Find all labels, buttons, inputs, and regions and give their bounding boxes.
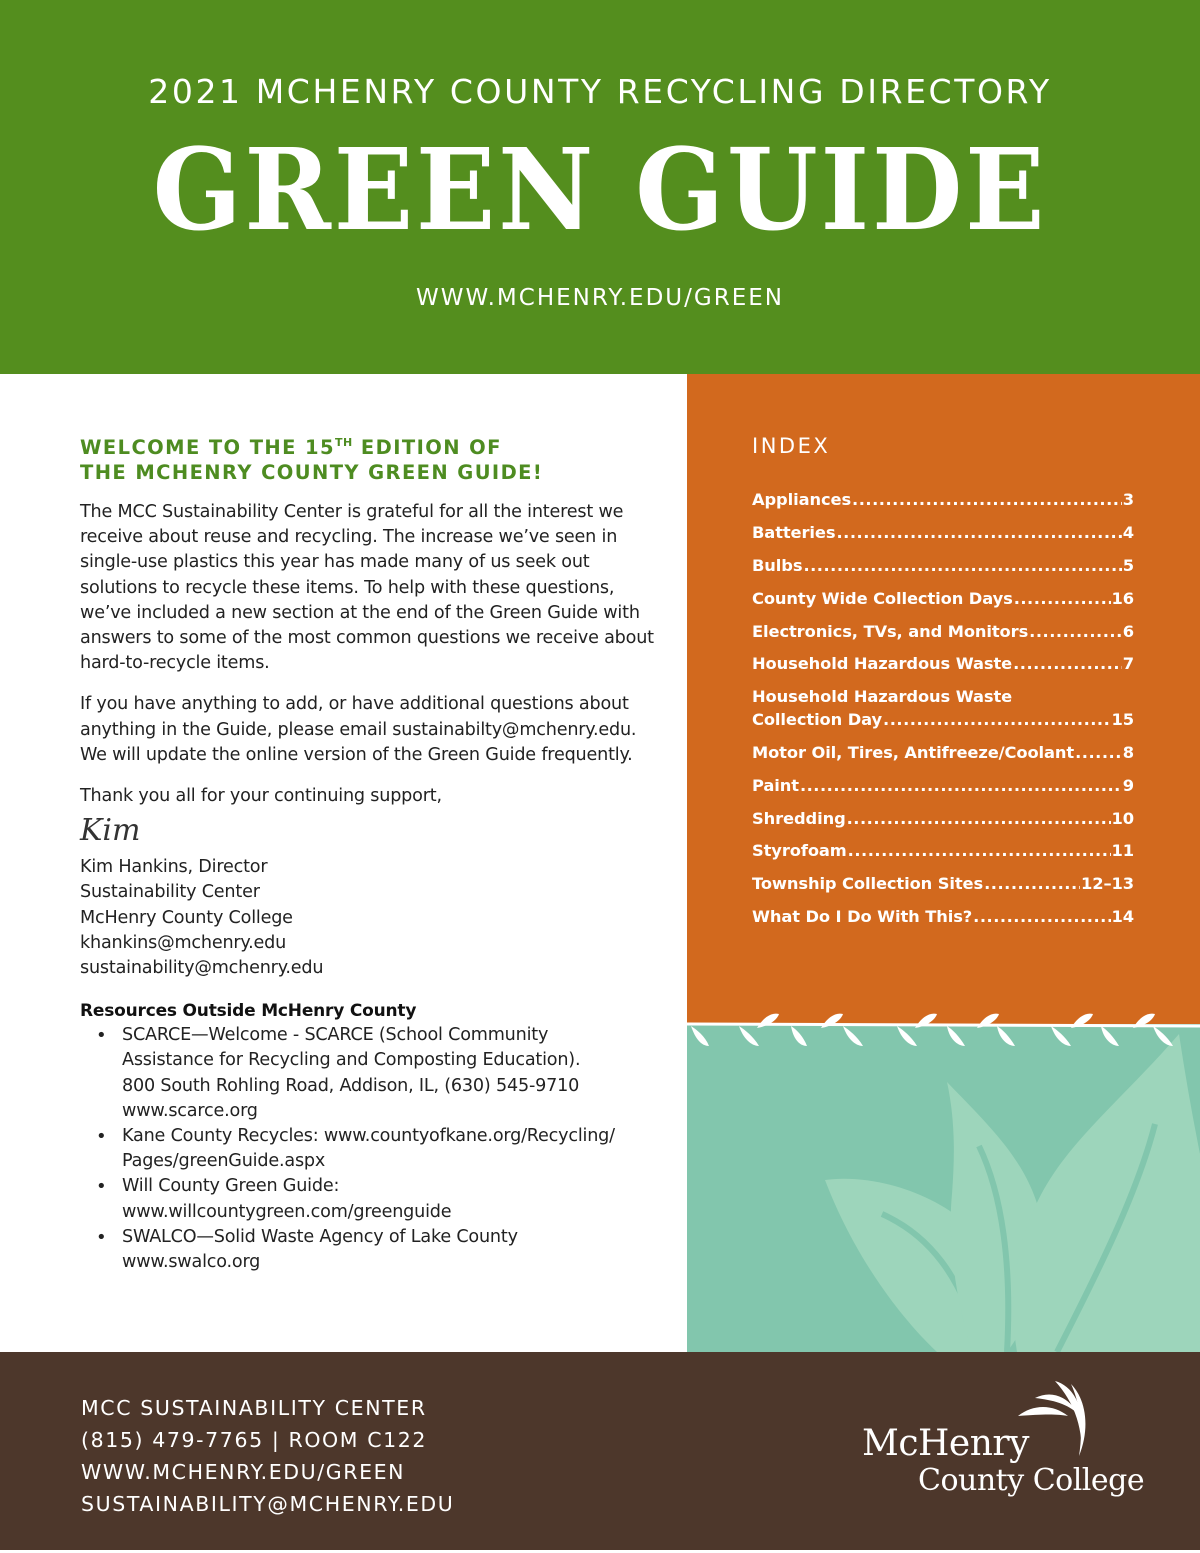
signer-department: Sustainability Center bbox=[80, 882, 260, 903]
index-label: Household Hazardous Waste bbox=[752, 654, 1013, 674]
index-page: 15 bbox=[1111, 709, 1134, 729]
signer-email-general[interactable]: sustainability@mchenry.edu bbox=[80, 958, 324, 979]
dot-leader bbox=[800, 775, 1122, 798]
index-item-motor-oil[interactable] bbox=[752, 742, 1134, 765]
index-page: 11 bbox=[1111, 841, 1134, 861]
footer-email-link[interactable]: SUSTAINABILITY@MCHENRY.EDU bbox=[81, 1492, 455, 1516]
resource-item-kane-county bbox=[80, 1124, 655, 1174]
index-item-appliances[interactable] bbox=[752, 489, 1134, 512]
index-label: What Do I Do With This? bbox=[752, 907, 973, 927]
dot-leader bbox=[883, 709, 1111, 732]
welcome-section bbox=[80, 430, 655, 1275]
bullet-icon: • bbox=[96, 1176, 107, 1198]
signer-email-personal[interactable]: khankins@mchenry.edu bbox=[80, 932, 287, 953]
dot-leader bbox=[1014, 588, 1111, 611]
index-page: 5 bbox=[1122, 555, 1134, 575]
resource-item-will-county bbox=[80, 1174, 655, 1224]
page-title: GREEN GUIDE bbox=[152, 125, 1048, 256]
bullet-icon: • bbox=[96, 1126, 107, 1148]
index-label: Collection Day bbox=[752, 709, 883, 729]
signer-name-title: Kim Hankins, Director bbox=[80, 857, 268, 878]
index-item-batteries[interactable] bbox=[752, 522, 1134, 545]
logo-line2: County College bbox=[918, 1463, 1145, 1498]
dot-leader bbox=[973, 906, 1110, 929]
index-label: Electronics, TVs, and Monitors bbox=[752, 621, 1029, 641]
footer bbox=[0, 1352, 1200, 1550]
resource-line: SWALCO—Solid Waste Agency of Lake County bbox=[122, 1226, 518, 1247]
resource-line: 800 South Rohling Road, Addison, IL, (630) 545-9710 bbox=[122, 1075, 580, 1096]
heading-text: WELCOME TO THE 15 bbox=[80, 436, 335, 459]
resource-item-scarce bbox=[80, 1023, 655, 1124]
index-item-township-collection-sites[interactable] bbox=[752, 873, 1134, 896]
bullet-icon: • bbox=[96, 1226, 107, 1248]
dot-leader bbox=[848, 840, 1111, 863]
heading-text: EDITION OF bbox=[352, 436, 502, 459]
resource-line: Will County Green Guide: bbox=[122, 1176, 340, 1197]
index-item-what-do-i-do[interactable] bbox=[752, 906, 1134, 929]
index-page: 6 bbox=[1122, 621, 1134, 641]
resource-item-swalco bbox=[80, 1225, 655, 1275]
resource-line: Assistance for Recycling and Composting Education). bbox=[122, 1050, 581, 1071]
index-page: 14 bbox=[1111, 907, 1134, 927]
welcome-heading-line1 bbox=[80, 436, 502, 459]
index-item-bulbs[interactable] bbox=[752, 555, 1134, 578]
footer-url-link[interactable]: WWW.MCHENRY.EDU/GREEN bbox=[81, 1460, 406, 1484]
signer-organization: McHenry County College bbox=[80, 907, 293, 928]
logo-line1: McHenry bbox=[862, 1423, 1029, 1464]
welcome-heading bbox=[80, 430, 655, 485]
index-page: 12–13 bbox=[1081, 874, 1134, 894]
signature: Kim bbox=[80, 813, 141, 849]
index-item-household-hazardous-waste[interactable] bbox=[752, 653, 1134, 676]
index-page: 16 bbox=[1111, 588, 1134, 608]
resource-link[interactable]: www.swalco.org bbox=[122, 1252, 261, 1273]
signer-block bbox=[80, 855, 655, 981]
dot-leader bbox=[984, 873, 1080, 896]
index-page: 9 bbox=[1122, 775, 1134, 795]
header-url-link[interactable]: WWW.MCHENRY.EDU/GREEN bbox=[416, 285, 784, 311]
resources-list bbox=[80, 1023, 655, 1275]
index-label: Household Hazardous Waste bbox=[752, 687, 1013, 707]
bullet-icon: • bbox=[96, 1025, 107, 1047]
vine-icon bbox=[687, 1008, 1200, 1052]
index-label: Shredding bbox=[752, 808, 846, 828]
contact-block bbox=[81, 1392, 454, 1520]
index-label: Township Collection Sites bbox=[752, 874, 984, 894]
decorative-teal-panel bbox=[687, 1024, 1200, 1352]
index-page: 8 bbox=[1122, 742, 1134, 762]
index-label: Bulbs bbox=[752, 555, 803, 575]
center-name: MCC SUSTAINABILITY CENTER bbox=[81, 1396, 427, 1420]
dot-leader bbox=[1029, 621, 1122, 644]
phone-room: (815) 479-7765 | ROOM C122 bbox=[81, 1428, 428, 1452]
index-list bbox=[752, 489, 1134, 939]
ordinal-suffix: TH bbox=[335, 436, 353, 449]
index-label: County Wide Collection Days bbox=[752, 588, 1013, 608]
cover-header bbox=[0, 0, 1200, 374]
index-label: Motor Oil, Tires, Antifreeze/Coolant bbox=[752, 742, 1075, 762]
dot-leader bbox=[1013, 653, 1122, 676]
index-page: 3 bbox=[1122, 490, 1134, 509]
index-label: Styrofoam bbox=[752, 841, 847, 861]
index-item-hhw-collection-day[interactable] bbox=[752, 686, 1134, 731]
resource-link[interactable]: Kane County Recycles: www.countyofkane.org/Recycling/ bbox=[122, 1126, 615, 1147]
resource-line: SCARCE—Welcome - SCARCE (School Community bbox=[122, 1025, 549, 1046]
welcome-paragraph-1: The MCC Sustainability Center is grateful for all the interest we receive about reuse and recycling. The increase we’ve seen in single-use plastics this year has made many of us seek out solutions to recycle these items. To help with these questions, we’ve included a new section at the end of the Green Guide with answers to some of the most common questions we receive about hard-to-recycle items. bbox=[80, 502, 654, 674]
index-item-paint[interactable] bbox=[752, 775, 1134, 798]
mchenry-college-logo bbox=[858, 1376, 1158, 1526]
dot-leader bbox=[803, 555, 1121, 578]
index-label: Appliances bbox=[752, 490, 852, 509]
index-label: Paint bbox=[752, 775, 799, 795]
welcome-paragraph-2: If you have anything to add, or have additional questions about anything in the Guide, please email sustainabilty@mchenry.edu. We will update the online version of the Green Guide frequently. bbox=[80, 694, 637, 765]
closing-line: Thank you all for your continuing support, bbox=[80, 786, 442, 807]
index-title: INDEX bbox=[752, 434, 831, 458]
index-item-styrofoam[interactable] bbox=[752, 840, 1134, 863]
welcome-heading-line2: THE MCHENRY COUNTY GREEN GUIDE! bbox=[80, 461, 544, 484]
resource-link[interactable]: Pages/greenGuide.aspx bbox=[122, 1151, 326, 1172]
index-page: 7 bbox=[1122, 654, 1134, 674]
index-label: Batteries bbox=[752, 522, 836, 542]
resources-heading: Resources Outside McHenry County bbox=[80, 1001, 417, 1022]
resource-link[interactable]: www.scarce.org bbox=[122, 1100, 258, 1121]
dot-leader bbox=[847, 808, 1111, 831]
leaves-icon bbox=[687, 1024, 1200, 1352]
index-item-shredding[interactable] bbox=[752, 808, 1134, 831]
index-item-county-wide-collection-days[interactable] bbox=[752, 588, 1134, 611]
index-panel bbox=[687, 374, 1200, 1024]
dot-leader bbox=[836, 522, 1121, 545]
index-page: 4 bbox=[1122, 522, 1134, 542]
directory-subtitle: 2021 MCHENRY COUNTY RECYCLING DIRECTORY bbox=[148, 72, 1052, 111]
index-page: 10 bbox=[1111, 808, 1134, 828]
dot-leader bbox=[852, 489, 1122, 512]
dot-leader bbox=[1075, 742, 1122, 765]
index-item-electronics[interactable] bbox=[752, 621, 1134, 644]
resource-link[interactable]: www.willcountygreen.com/greenguide bbox=[122, 1201, 452, 1222]
